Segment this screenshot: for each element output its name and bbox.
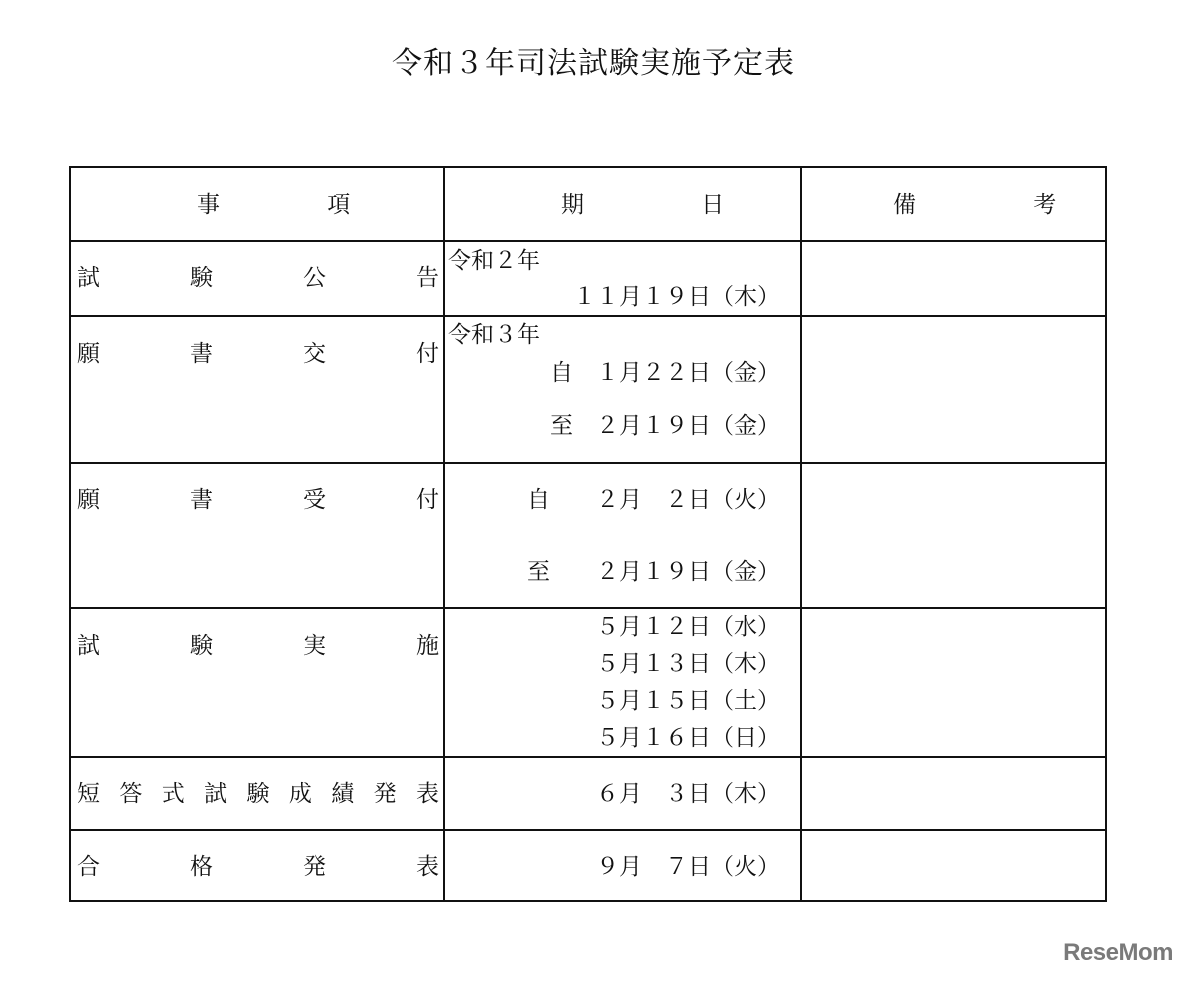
header-note: 備 考 <box>893 192 1112 218</box>
column-divider <box>443 168 445 900</box>
date-line: ５月１６日（日） <box>596 725 780 751</box>
header-item: 事 項 <box>197 192 401 218</box>
date-line: ５月１２日（水） <box>596 614 780 640</box>
date-line: ９月 ７日（火） <box>596 854 780 880</box>
row-item-label: 試 験 公 告 <box>77 265 439 291</box>
date-line: 令和２年 <box>448 248 540 274</box>
row-divider <box>71 607 1105 609</box>
date-line: 自 １月２２日（金） <box>550 360 780 386</box>
date-line: 自 ２月 ２日（火） <box>527 487 780 513</box>
date-line: １１月１９日（木） <box>573 284 780 310</box>
page-title: 令和３年司法試験実施予定表 <box>392 46 795 81</box>
watermark-logo: ReseMom <box>1063 939 1173 966</box>
date-line: 至 ２月１９日（金） <box>550 413 780 439</box>
row-divider <box>71 829 1105 831</box>
date-line: 至 ２月１９日（金） <box>527 559 780 585</box>
row-item-label: 願 書 受 付 <box>77 487 439 513</box>
row-divider <box>71 756 1105 758</box>
date-line: ６月 ３日（木） <box>596 781 780 807</box>
row-item-label: 合 格 発 表 <box>77 854 439 880</box>
column-divider <box>800 168 802 900</box>
row-item-label: 願 書 交 付 <box>77 341 439 367</box>
row-divider <box>71 240 1105 242</box>
schedule-table <box>69 166 1112 902</box>
date-line: ５月１５日（土） <box>596 688 780 714</box>
header-date: 期 日 <box>561 192 780 218</box>
row-item-label: 試 験 実 施 <box>77 633 439 659</box>
row-item-label: 短 答 式 試 験 成 績 発 表 <box>77 781 439 807</box>
date-line: 令和３年 <box>448 322 540 348</box>
row-divider <box>71 315 1105 317</box>
date-line: ５月１３日（木） <box>596 651 780 677</box>
row-divider <box>71 462 1105 464</box>
